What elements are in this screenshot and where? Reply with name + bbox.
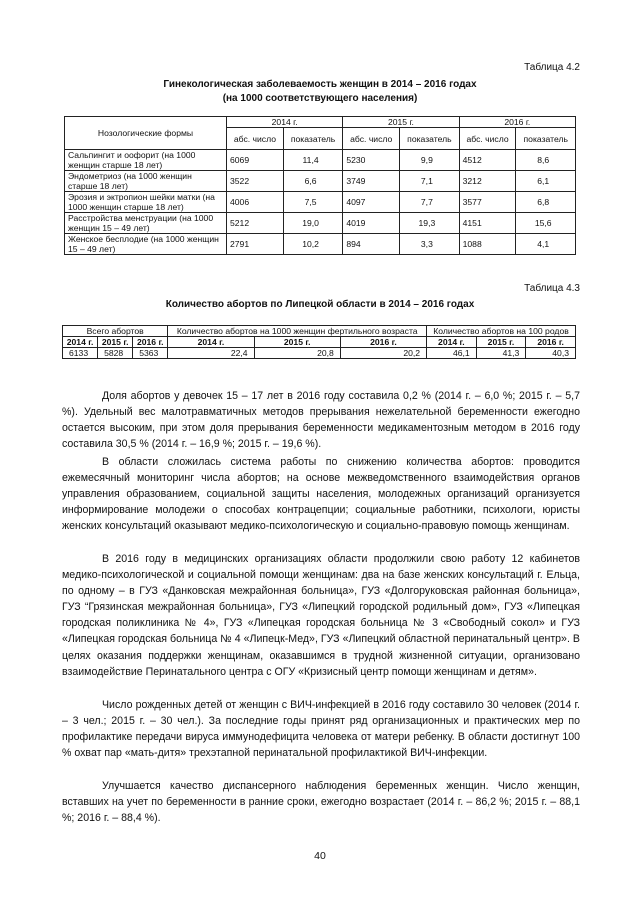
abs-value: 1088 (459, 234, 516, 255)
abortion-value: 46,1 (427, 348, 477, 359)
rate-value: 19,3 (400, 213, 459, 234)
abs-value: 3522 (227, 171, 284, 192)
table-row (65, 192, 576, 213)
subheader-rate: показатель (283, 128, 342, 150)
table-row (65, 150, 576, 171)
abs-value: 4512 (459, 150, 516, 171)
paragraph-2 (62, 454, 580, 534)
paragraph-4-text: Число рожденных детей от женщин с ВИЧ-инфекцией в 2016 году составило 30 человек (2014 г. – 3 чел.; 2015 г. – 30 чел.). За последние годы принят ряд организационных и практических мер по профилактике передачи вируса иммунодефицита человека от матери ребенку. В области достигнут 100 % охват пар «мать-дитя» трехэтапной перинатальной профилактикой ВИЧ-инфекции. (62, 699, 580, 760)
abs-value: 5212 (227, 213, 284, 234)
row-name: Эрозия и эктропион шейки матки (на 1000 женщин старше 18 лет) (65, 192, 227, 213)
abs-value: 4019 (343, 213, 400, 234)
row-name: Женское бесплодие (на 1000 женщин 15 – 49 лет) (65, 234, 227, 255)
col-header-forms: Нозологические формы (65, 117, 227, 150)
abortion-value: 20,8 (254, 348, 340, 359)
abortion-value: 5363 (133, 348, 168, 359)
table-4-3-label: Таблица 4.3 (524, 283, 580, 294)
abortion-value: 5828 (98, 348, 133, 359)
table-4-2-title (60, 78, 580, 106)
abortion-value: 40,3 (526, 348, 576, 359)
rate-value: 9,9 (400, 150, 459, 171)
group-header-total: Всего абортов (63, 326, 168, 337)
year-header: 2015 г. (476, 337, 526, 348)
subheader-abs: абс. число (459, 128, 516, 150)
subheader-abs: абс. число (343, 128, 400, 150)
year-header: 2014 г. (63, 337, 98, 348)
rate-value: 6,8 (516, 192, 576, 213)
paragraph-5-text: Улучшается качество диспансерного наблюдения беременных женщин. Число женщин, вставших на учет по беременности в ранние сроки, ежегодно возрастает (2014 г. – 86,2 %; 2015 г. – 88,1 %; 2016 г. – 88,4 %). (62, 780, 580, 825)
table-row (65, 171, 576, 192)
abs-value: 5230 (343, 150, 400, 171)
table-4-2 (64, 116, 576, 255)
subheader-abs: абс. число (227, 128, 284, 150)
rate-value: 6,1 (516, 171, 576, 192)
row-name: Сальпингит и оофорит (на 1000 женщин старше 18 лет) (65, 150, 227, 171)
year-header: 2015 г. (98, 337, 133, 348)
abs-value: 6069 (227, 150, 284, 171)
group-header-per-1000: Количество абортов на 1000 женщин фертильного возраста (168, 326, 427, 337)
col-header-2016: 2016 г. (459, 117, 575, 128)
table-4-2-label: Таблица 4.2 (524, 62, 580, 73)
paragraph-2-text: В области сложилась система работы по снижению количества абортов: проводится ежемесячный мониторинг числа абортов; на основе межведомственного взаимодействия органов управления образованием, социальной защиты населения, молодежных организаций организуется информирование молодежи о способах контрацепции; социальные работники, психологи, юристы женских консультаций оказывают медико-психологическую и социально-правовую помощь женщинам. (62, 456, 580, 533)
paragraph-1-text: Доля абортов у девочек 15 – 17 лет в 2016 году составила 0,2 % (2014 г. – 6,0 %; 2015 г. – 5,7 %). Удельный вес малотравматичных методов прерывания нежелательной беременности ежегодно остается высоким, при этом доля прерывания беременности медикаментозным методом в 2016 году составила 30,5 % (2014 г. – 16,9 %; 2015 г. – 19,6 %). (62, 390, 580, 451)
abortion-value: 20,2 (340, 348, 426, 359)
group-header-per-100-births: Количество абортов на 100 родов (427, 326, 576, 337)
abortion-value: 41,3 (476, 348, 526, 359)
rate-value: 7,7 (400, 192, 459, 213)
subheader-rate: показатель (400, 128, 459, 150)
year-header: 2014 г. (168, 337, 254, 348)
abortion-value: 22,4 (168, 348, 254, 359)
abs-value: 3577 (459, 192, 516, 213)
table-4-3 (62, 325, 576, 359)
paragraph-3-text: В 2016 году в медицинских организациях области продолжили свою работу 12 кабинетов медико-психологической и социальной помощи женщинам: два на базе женских консультаций г. Ельца, по одному – в ГУЗ «Данковская межрайонная больница», ГУЗ «Долгоруковская районная больница», ГУЗ “Грязинская межрайонная больница», ГУЗ «Липецкий городской родильный дом», ГУЗ «Липецкая городская поликлиника № 4», ГУЗ «Липецкая городская больница № 3 «Свободный сокол» и ГУЗ «Липецкая городская больница № 4 «Липецк-Мед», ГУЗ «Липецкий областной перинатальный центр». В целях оказания поддержки женщинам, оказавшимся в трудной жизненной ситуации, организовано взаимодействие Перинатального центра с ОГУ «Кризисный центр помощи женщинам и детям». (62, 553, 580, 678)
paragraph-1 (62, 388, 580, 452)
paragraph-3 (62, 551, 580, 680)
abs-value: 2791 (227, 234, 284, 255)
rate-value: 15,6 (516, 213, 576, 234)
table-4-2-title-line2: (на 1000 соответствующего населения) (222, 93, 418, 104)
abs-value: 3212 (459, 171, 516, 192)
abs-value: 3749 (343, 171, 400, 192)
year-header: 2016 г. (340, 337, 426, 348)
rate-value: 10,2 (283, 234, 342, 255)
rate-value: 4,1 (516, 234, 576, 255)
rate-value: 8,6 (516, 150, 576, 171)
rate-value: 19,0 (283, 213, 342, 234)
table-4-3-title: Количество абортов по Липецкой области в 2014 – 2016 годах (165, 299, 475, 310)
paragraph-5 (62, 778, 580, 826)
abs-value: 4151 (459, 213, 516, 234)
rate-value: 6,6 (283, 171, 342, 192)
subheader-rate: показатель (516, 128, 576, 150)
abs-value: 894 (343, 234, 400, 255)
table-row (65, 213, 576, 234)
abortion-value: 6133 (63, 348, 98, 359)
year-header: 2014 г. (427, 337, 477, 348)
rate-value: 3,3 (400, 234, 459, 255)
rate-value: 7,1 (400, 171, 459, 192)
paragraph-4 (62, 697, 580, 761)
year-header: 2016 г. (526, 337, 576, 348)
rate-value: 7,5 (283, 192, 342, 213)
col-header-2015: 2015 г. (343, 117, 459, 128)
abs-value: 4097 (343, 192, 400, 213)
rate-value: 11,4 (283, 150, 342, 171)
table-4-2-title-line1: Гинекологическая заболеваемость женщин в 2014 – 2016 годах (163, 79, 477, 90)
page-number: 40 (314, 850, 326, 862)
row-name: Эндометриоз (на 1000 женщин старше 18 лет) (65, 171, 227, 192)
year-header: 2016 г. (133, 337, 168, 348)
col-header-2014: 2014 г. (227, 117, 343, 128)
table-row (65, 234, 576, 255)
year-header: 2015 г. (254, 337, 340, 348)
row-name: Расстройства менструации (на 1000 женщин 15 – 49 лет) (65, 213, 227, 234)
abs-value: 4006 (227, 192, 284, 213)
